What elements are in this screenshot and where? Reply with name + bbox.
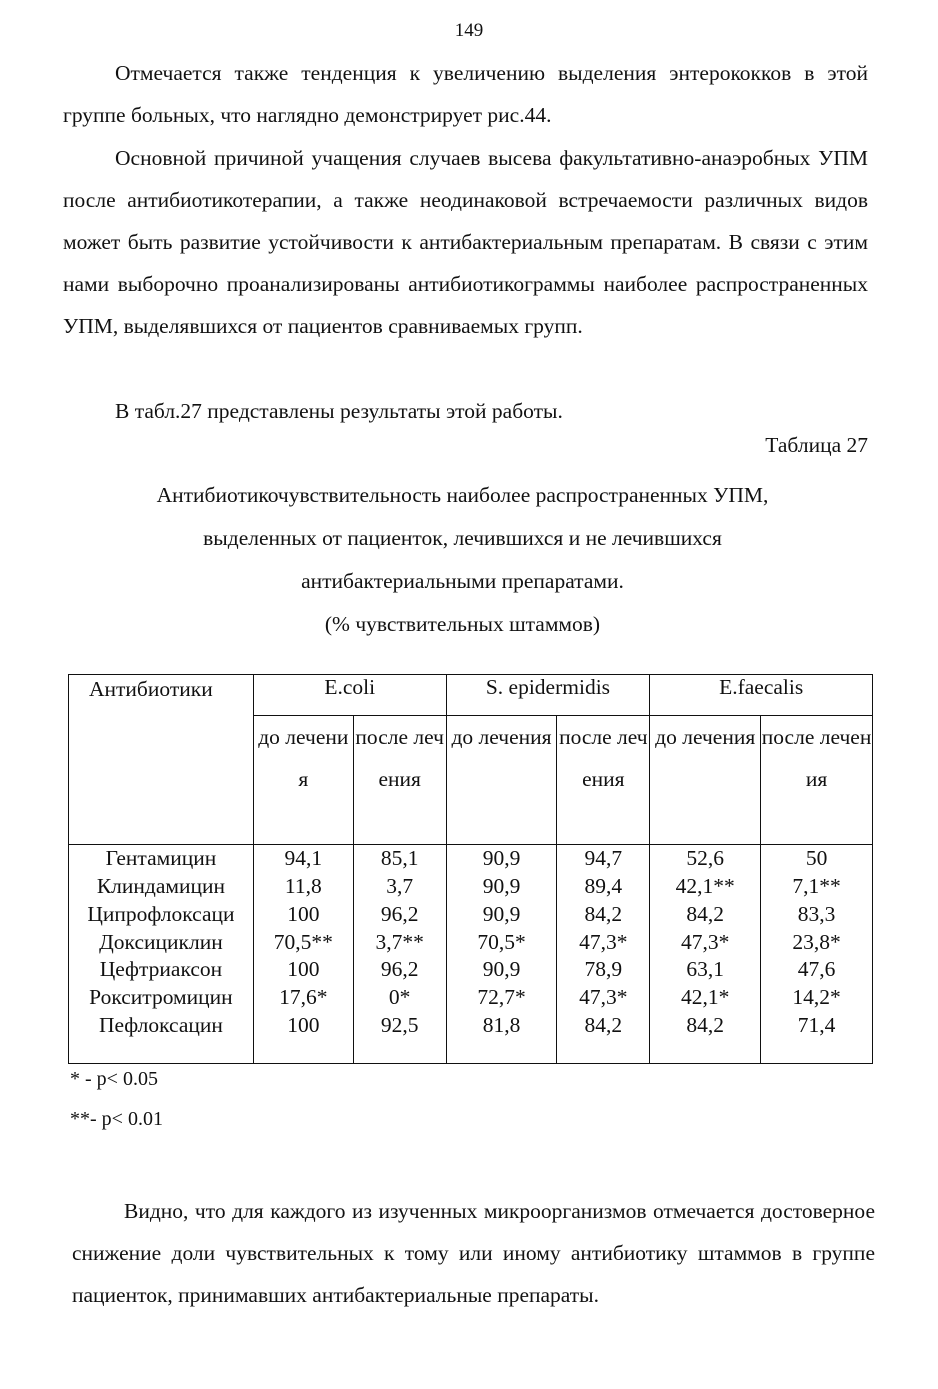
table-cell: 90,9 [446,845,557,873]
table-cell: 78,9 [557,956,650,984]
table-cell: 52,6 [650,845,761,873]
paragraph-text: Отмечается также тенденция к увеличению выделения энтерококков в этой группе больных, что наглядно демонстрирует рис.44. [63,61,868,127]
table-cell: 84,2 [557,901,650,929]
table-cell: 84,2 [650,1012,761,1064]
table-cell: 72,7* [446,984,557,1012]
table-cell: 47,3* [557,928,650,956]
paragraph-text: Основной причиной учащения случаев высева факультативно-анаэробных УПМ после антибиотикотерапии, а также неодинаковой встречаемости различных видов может быть развитие устойчивости к антибактериальным препаратам. В связи с этим нами выборочно проанализированы антибиотикограммы наиболее распространенных УПМ, выделявшихся от пациентов сравниваемых групп. [63,146,868,338]
table-cell: 47,3* [557,984,650,1012]
paragraph-resistance [63,137,868,347]
antibiotic-name: Доксициклин [69,928,254,956]
table-cell: 23,8* [761,928,873,956]
header-group-ecoli: E.coli [253,675,446,716]
table-cell: 71,4 [761,1012,873,1064]
table-cell: 100 [253,1012,353,1064]
table-cell: 81,8 [446,1012,557,1064]
table-cell: 96,2 [353,956,446,984]
page-number: 149 [454,20,484,41]
table-cell: 85,1 [353,845,446,873]
table-cell: 100 [253,956,353,984]
table-cell: 70,5** [253,928,353,956]
subheader-after: после лечения [761,716,873,845]
table-row [69,928,873,956]
table-row [69,1012,873,1064]
table-caption [0,474,925,646]
table-cell: 42,1** [650,873,761,901]
table-cell: 47,6 [761,956,873,984]
table-cell: 63,1 [650,956,761,984]
table-cell: 90,9 [446,901,557,929]
table-cell: 50 [761,845,873,873]
subheader-after: после лечения [353,716,446,845]
subheader-after: после лечения [557,716,650,845]
table-cell: 96,2 [353,901,446,929]
antibiotic-name: Рокситромицин [69,984,254,1012]
paragraph-table-intro [63,390,868,432]
paragraph-conclusion [72,1190,875,1316]
header-group-sepidermidis: S. epidermidis [446,675,650,716]
table-cell: 90,9 [446,956,557,984]
table-cell: 11,8 [253,873,353,901]
table-cell: 42,1* [650,984,761,1012]
subheader-before: до лечения [446,716,557,845]
table-cell: 0* [353,984,446,1012]
header-group-efaecalis: E.faecalis [650,675,873,716]
caption-line: (% чувствительных штаммов) [324,612,601,636]
table-row [69,956,873,984]
table-row [69,984,873,1012]
footnote-p005: * - p< 0.05 [70,1068,158,1090]
antibiotic-name: Клиндамицин [69,873,254,901]
table-cell: 92,5 [353,1012,446,1064]
table-cell: 90,9 [446,873,557,901]
table-cell: 94,1 [253,845,353,873]
subheader-before: до лечения [650,716,761,845]
table-cell: 84,2 [650,901,761,929]
caption-line: Антибиотикочувствительность наиболее распространенных УПМ, [156,483,769,507]
table-cell: 89,4 [557,873,650,901]
antibiotic-name: Ципрофлоксаци [69,901,254,929]
paragraph-enterococci [63,52,868,136]
table-cell: 84,2 [557,1012,650,1064]
antibiotic-name: Пефлоксацин [69,1012,254,1064]
table-cell: 3,7 [353,873,446,901]
table-row [69,873,873,901]
subheader-before: до лечения [253,716,353,845]
table-cell: 100 [253,901,353,929]
footnote-p001: **- p< 0.01 [70,1108,163,1130]
antibiotic-name: Цефтриаксон [69,956,254,984]
caption-line: выделенных от пациенток, лечившихся и не лечившихся [203,526,722,550]
caption-line: антибактериальными препаратами. [301,569,624,593]
table-cell: 94,7 [557,845,650,873]
table-cell: 47,3* [650,928,761,956]
table-cell: 17,6* [253,984,353,1012]
table-cell: 83,3 [761,901,873,929]
paragraph-text: В табл.27 представлены результаты этой работы. [115,399,563,423]
table-cell: 70,5* [446,928,557,956]
sensitivity-table [68,674,873,1064]
antibiotic-name: Гентамицин [69,845,254,873]
paragraph-text: Видно, что для каждого из изученных микроорганизмов отмечается достоверное снижение доли чувствительных к тому или иному антибиотику штаммов в группе пациенток, принимавших антибактериальные препараты. [72,1199,875,1307]
table-cell: 7,1** [761,873,873,901]
table-cell: 14,2* [761,984,873,1012]
table-row [69,845,873,873]
table-row [69,901,873,929]
table-cell: 3,7** [353,928,446,956]
table-label: Таблица 27 [765,433,868,457]
header-antibiotics: Антибиотики [69,675,254,845]
